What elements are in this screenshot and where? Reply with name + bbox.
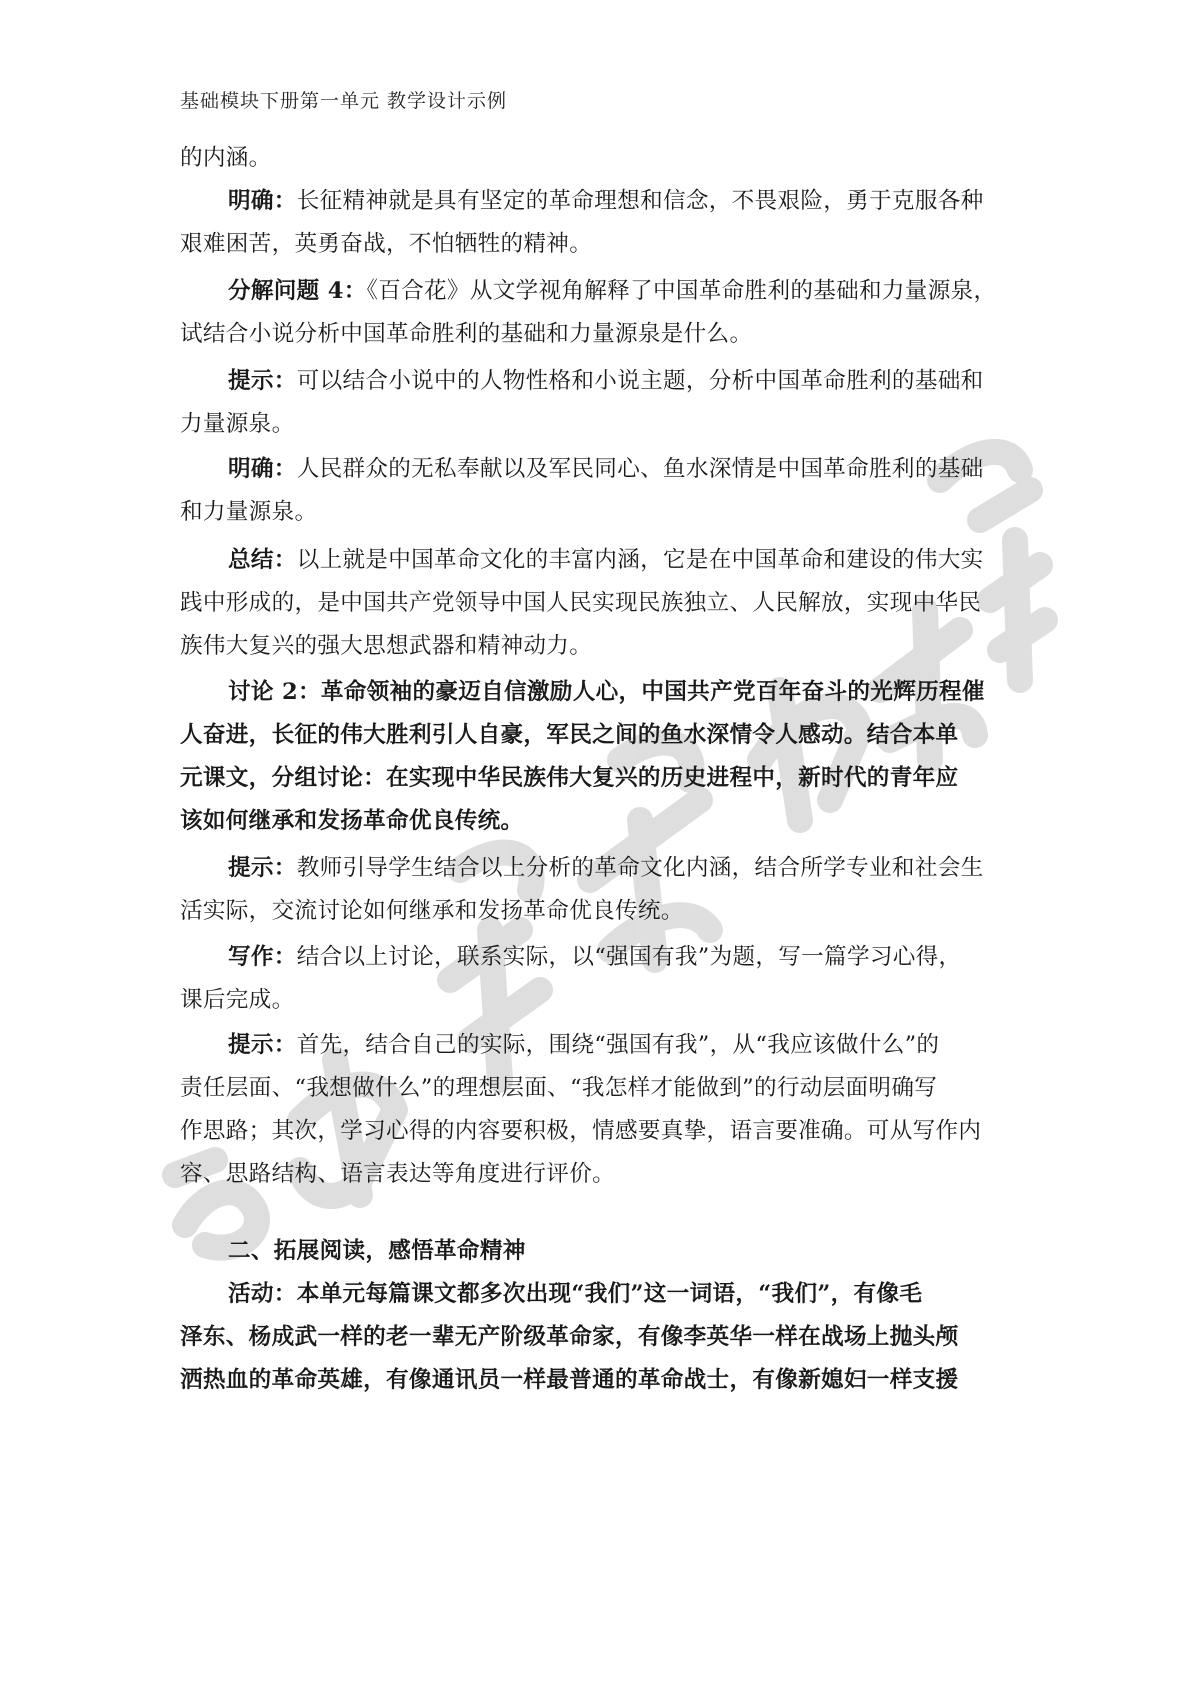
paragraph-label: 提示： — [228, 1032, 297, 1058]
paragraph-line — [180, 1073, 937, 1103]
paragraph-text: 试结合小说分析中国革命胜利的基础和力量源泉是什么。 — [180, 321, 753, 347]
paragraph-line — [180, 1365, 958, 1395]
paragraph-text: 泽东、杨成武一样的老一辈无产阶级革命家，有像李英华一样在战场上抛头颅 — [180, 1324, 959, 1350]
paragraph-label: 明确： — [228, 188, 297, 214]
paragraph-line — [180, 409, 294, 439]
paragraph-label: 写作： — [228, 944, 297, 970]
paragraph-text: 首先，结合自己的实际，围绕“强国有我”，从“我应该做什么”的 — [296, 1032, 940, 1058]
paragraph-label: 讨论 2： — [228, 679, 321, 705]
paragraph-text: 长征精神就是具有坚定的革命理想和信念，不畏艰险，勇于克服各种 — [296, 188, 984, 214]
paragraph-label: 总结： — [228, 547, 297, 573]
paragraph-line — [180, 631, 592, 661]
paragraph-text: 革命领袖的豪迈自信激励人心，中国共产党百年奋斗的光辉历程催 — [320, 679, 985, 705]
paragraph-text: 的内涵。 — [180, 145, 272, 171]
paragraph-text: 族伟大复兴的强大思想武器和精神动力。 — [180, 633, 593, 659]
paragraph-line — [180, 1116, 981, 1146]
paragraph-text: 可以结合小说中的人物性格和小说主题，分析中国革命胜利的基础和 — [296, 368, 984, 394]
paragraph-line — [180, 588, 981, 618]
paragraph-line — [180, 896, 684, 926]
paragraph-line — [228, 677, 985, 707]
paragraph-line — [228, 1236, 526, 1266]
paragraph-line — [228, 942, 961, 972]
paragraph-line — [228, 1030, 939, 1060]
paragraph-text: 教师引导学生结合以上分析的革命文化内涵，结合所学专业和社会生 — [296, 855, 984, 881]
paragraph-text: 活实际，交流讨论如何继承和发扬革命优良传统。 — [180, 898, 684, 924]
paragraph-text: 责任层面、“我想做什么”的理想层面、“我怎样才能做到”的行动层面明确写 — [180, 1075, 938, 1101]
paragraph-text: 和力量源泉。 — [180, 499, 318, 525]
paragraph-line — [228, 1279, 922, 1309]
paragraph-text: 结合以上讨论，联系实际，以“强国有我”为题，写一篇学习心得， — [296, 944, 962, 970]
paragraph-text: 以上就是中国革命文化的丰富内涵，它是在中国革命和建设的伟大实 — [296, 547, 984, 573]
paragraph-text: 人民群众的无私奉献以及军民同心、鱼水深情是中国革命胜利的基础 — [296, 456, 984, 482]
paragraph-line — [228, 276, 996, 306]
paragraph-line — [180, 985, 294, 1015]
paragraph-text: 课后完成。 — [180, 987, 295, 1013]
paragraph-line — [180, 1322, 958, 1352]
paragraph-text: 容、思路结构、语言表达等角度进行评价。 — [180, 1161, 615, 1187]
paragraph-text: 该如何继承和发扬革命优良传统。 — [180, 808, 524, 834]
paragraph-text: 洒热血的革命英雄，有像通讯员一样最普通的革命战士，有像新媳妇一样支援 — [180, 1367, 959, 1393]
paragraph-label: 分解问题 4： — [228, 278, 367, 304]
paragraph-line — [228, 186, 984, 216]
paragraph-line — [180, 763, 958, 793]
paragraph-line — [228, 545, 984, 575]
paragraph-text: 作思路；其次，学习心得的内容要积极，情感要真挚，语言要准确。可从写作内 — [180, 1118, 982, 1144]
paragraph-text: 人奋进，长征的伟大胜利引人自豪，军民之间的鱼水深情令人感动。结合本单 — [180, 722, 959, 748]
paragraph-line — [228, 853, 984, 883]
paragraph-line — [180, 497, 317, 527]
paragraph-line — [228, 454, 984, 484]
paragraph-line — [180, 1159, 615, 1189]
paragraph-label: 提示： — [228, 855, 297, 881]
paragraph-line — [180, 143, 272, 173]
paragraph-label: 提示： — [228, 368, 297, 394]
paragraph-text: 元课文，分组讨论：在实现中华民族伟大复兴的历史进程中，新时代的青年应 — [180, 765, 959, 791]
paragraph-text: 本单元每篇课文都多次出现“我们”这一词语，“我们”，有像毛 — [296, 1281, 923, 1307]
paragraph-line — [180, 806, 523, 836]
paragraph-line — [228, 366, 984, 396]
paragraph-text: 二、拓展阅读，感悟革命精神 — [228, 1238, 526, 1264]
paragraph-text: 艰难困苦，英勇奋战，不怕牺牲的精神。 — [180, 231, 593, 257]
paragraph-text: 力量源泉。 — [180, 411, 295, 437]
paragraph-line — [180, 229, 592, 259]
paragraph-line — [180, 319, 752, 349]
paragraph-text: 《百合花》从文学视角解释了中国革命胜利的基础和力量源泉， — [366, 278, 997, 304]
paragraph-label: 明确： — [228, 456, 297, 482]
paragraph-line — [180, 720, 958, 750]
paragraph-label: 活动： — [228, 1281, 297, 1307]
running-header: 基础模块下册第一单元 教学设计示例 — [180, 90, 508, 112]
paragraph-text: 践中形成的，是中国共产党领导中国人民实现民族独立、人民解放，实现中华民 — [180, 590, 982, 616]
